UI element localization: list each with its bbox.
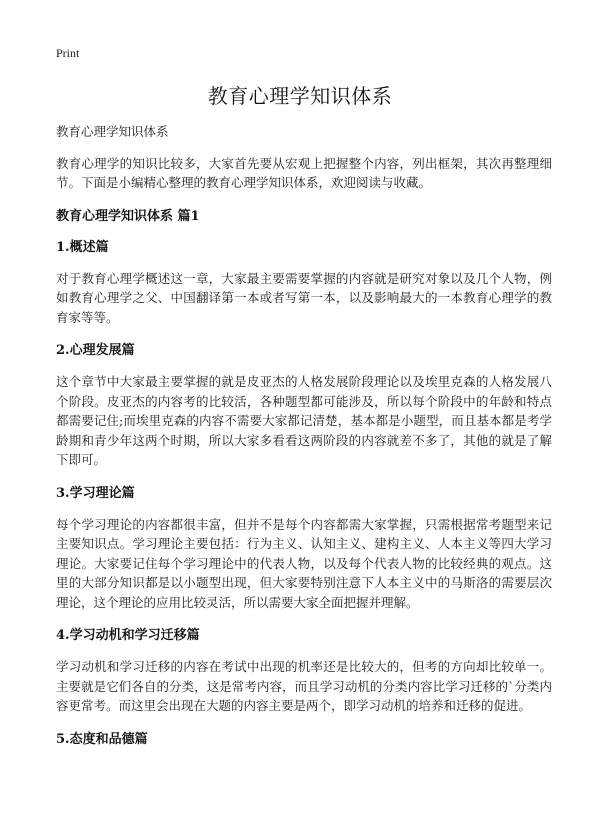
section-body: 学习动机和学习迁移的内容在考试中出现的机率还是比较大的，但考的方向却比较单一。主要就是它们各自的分类，这是常考内容，而且学习动机的分类内容比学习迁移的`分类内容更常考。而这里会出现在大题的内容主要是两个，即学习动机的培养和迁移的促进。	[56, 659, 552, 713]
section-heading: 2.心理发展篇	[56, 343, 135, 358]
section-body: 这个章节中大家最主要掌握的就是皮亚杰的人格发展阶段理论以及埃里克森的人格发展八个阶段。皮亚杰的内容考的比较活，各种题型都可能涉及，所以每个阶段中的年龄和特点都需要记住;而埃里克森的内容不需要大家都记清楚，基本都是小题型，而且基本都是考学龄期和青少年这两个时期，所以大家多看看这两阶段的内容就差不多了，其他的就是了解下即可。	[56, 374, 552, 467]
article-heading: 教育心理学知识体系 篇1	[56, 208, 200, 224]
section-heading: 3.学习理论篇	[56, 485, 135, 501]
article-content	[56, 122, 552, 761]
print-link[interactable]: Print	[56, 46, 80, 60]
section-body: 每个学习理论的内容都很丰富，但并不是每个内容都需大家掌握，只需根据常考题型来记主要知识点。学习理论主要包括：行为主义、认知主义、建构主义、人本主义等四大学习理论。大家要记住每个学习理论中的代表人物，以及每个代表人物的比较经典的观点。这里的大部分知识都是以小题型出现，但大家要特别注意下人本主义中的马斯洛的需要层次理论，这个理论的应用比较灵活，所以需要大家全面把握并理解。	[56, 516, 552, 610]
subtitle: 教育心理学知识体系	[56, 124, 169, 139]
section-heading: 4.学习动机和学习迁移篇	[56, 628, 200, 643]
intro-paragraph: 教育心理学的知识比较多，大家首先要从宏观上把握整个内容，列出框架，其次再整理细节。下面是小编精心整理的教育心理学知识体系，欢迎阅读与收藏。	[56, 155, 552, 190]
section-heading: 1.概述篇	[56, 239, 109, 255]
section-heading: 5.态度和品德篇	[56, 731, 148, 747]
page-title: 教育心理学知识体系	[207, 84, 393, 108]
section-body: 对于教育心理学概述这一章，大家最主要需要掌握的内容就是研究对象以及几个人物，例如教育心理学之父、中国翻译第一本或者写第一本，以及影响最大的一本教育心理学的教育家等等。	[56, 270, 552, 325]
